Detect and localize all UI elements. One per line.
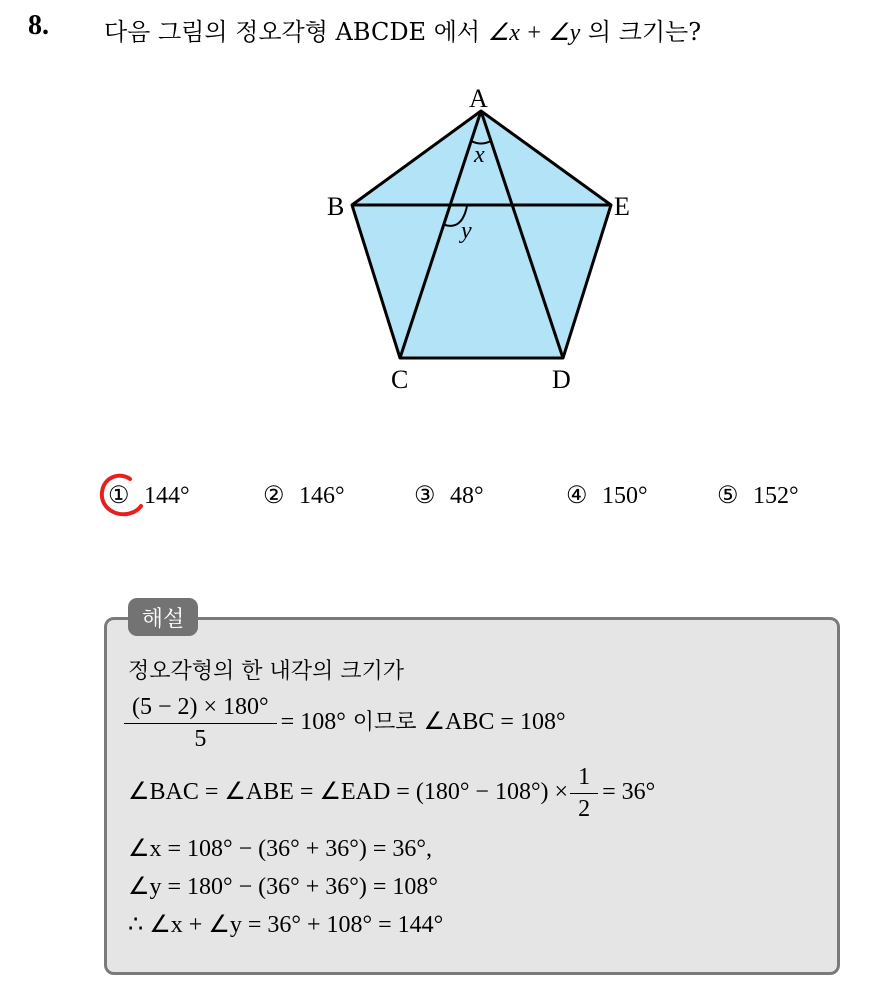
fraction-half-numerator: 1 xyxy=(578,764,591,790)
line-3-left: ∠BAC = ∠ABE = ∠EAD = (180° − 108°) × xyxy=(128,779,569,806)
choice-5-value: 152° xyxy=(753,483,799,509)
question-text-math: ∠x + ∠y xyxy=(487,20,581,46)
question-number: 8. xyxy=(28,10,49,41)
choice-5-marker: ⑤ xyxy=(717,483,739,509)
choice-1-marker: ① xyxy=(108,483,130,509)
choice-4[interactable] xyxy=(566,481,648,510)
fraction-interior-angle xyxy=(128,694,273,753)
choice-3[interactable] xyxy=(414,481,484,510)
fraction-numerator: (5 − 2) × 180° xyxy=(132,694,269,720)
choice-3-marker: ③ xyxy=(414,483,436,509)
fraction-denominator: 5 xyxy=(124,723,277,753)
question-text-suffix: 의 크기는? xyxy=(580,18,702,46)
line-2-result: = 108° xyxy=(280,709,346,736)
vertex-label-b: B xyxy=(327,192,345,221)
choice-5[interactable] xyxy=(717,481,799,510)
vertex-label-e: E xyxy=(614,192,630,221)
question-text-prefix: 다음 그림의 정오각형 ABCDE 에서 xyxy=(104,18,488,46)
choice-2-marker: ② xyxy=(263,483,285,509)
solution-line-5: ∠y = 180° − (36° + 36°) = 108° xyxy=(128,874,439,900)
solution-line-4: ∠x = 108° − (36° + 36°) = 36°, xyxy=(128,836,433,862)
fraction-half-denominator: 2 xyxy=(570,793,598,823)
vertex-label-a: A xyxy=(469,84,488,113)
vertex-label-c: C xyxy=(391,365,409,394)
choice-3-value: 48° xyxy=(450,483,484,509)
angle-label-y: y xyxy=(461,218,472,244)
choice-1-value: 144° xyxy=(144,483,190,509)
choice-1[interactable] xyxy=(108,481,190,510)
solution-line-6: ∴ ∠x + ∠y = 36° + 108° = 144° xyxy=(128,912,444,938)
fraction-half xyxy=(574,764,594,823)
choice-4-marker: ④ xyxy=(566,483,588,509)
line-2-angle-abc: ∠ABC = 108° xyxy=(423,709,566,736)
line-3-right: = 36° xyxy=(602,779,656,806)
solution-line-1: 정오각형의 한 내각의 크기가 xyxy=(128,659,405,684)
vertex-label-d: D xyxy=(552,365,571,394)
angle-label-x: x xyxy=(474,142,485,168)
choice-4-value: 150° xyxy=(602,483,648,509)
choice-2-value: 146° xyxy=(299,483,345,509)
solution-line-3 xyxy=(128,764,655,823)
solution-tag: 해설 xyxy=(128,598,198,636)
solution-line-2 xyxy=(128,694,566,753)
line-2-connector: 이므로 xyxy=(345,710,424,736)
choice-2[interactable] xyxy=(263,481,345,510)
pentagon-figure xyxy=(0,0,884,420)
